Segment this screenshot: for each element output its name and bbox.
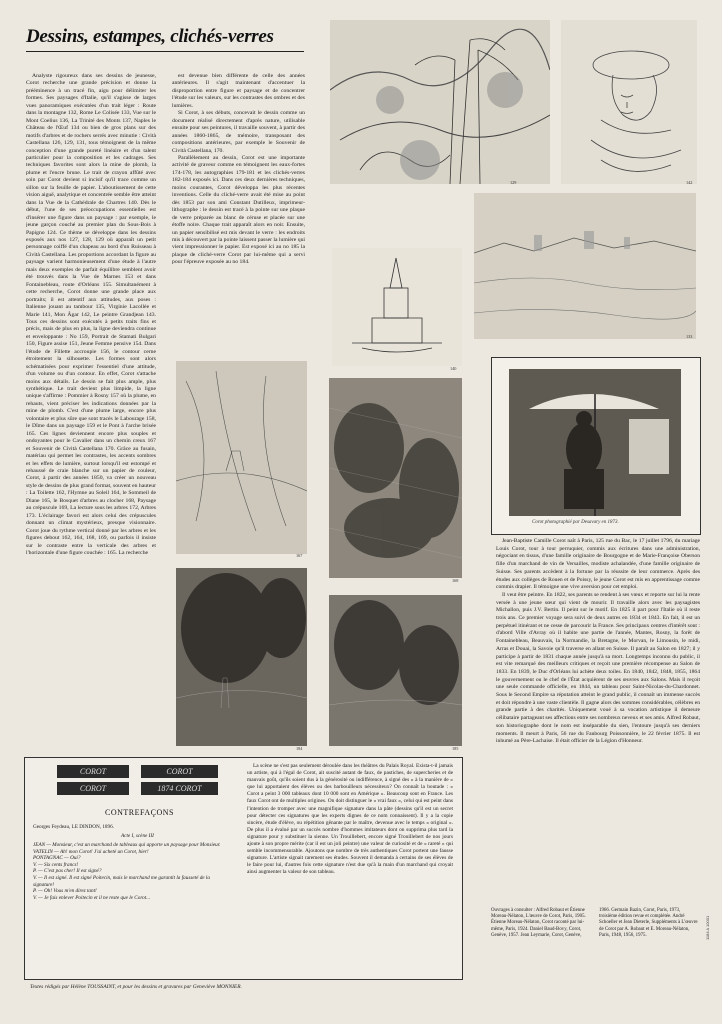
photo-frame (491, 357, 701, 535)
drawing-142-portrait (561, 20, 697, 184)
drawing-140-cathedral (332, 248, 462, 366)
drawing-133-panorama (474, 193, 696, 339)
contrefacons-act: Acte I, scène III (121, 833, 154, 839)
contrefacons-source: Georges Feydeau, LE DINDON, 1896. (33, 824, 115, 830)
references-left: Ouvrages à consulter : Alfred Robaut et Étienne Moreau-Nélaton, L'œuvre de Corot, Paris, 1905. Étienne Moreau-Nélaton, Corot raconté par lui-même, Paris, 1924. Daniel Baud-Bovy, Corot, Genève, 1957. Jean Leymarie, Corot, Genève, (491, 908, 586, 938)
drawing-184-cliche-verre (176, 568, 307, 746)
bio-paragraph-1: Jean-Baptiste Camille Corot naît à Paris, 125 rue du Bac, le 17 juillet 1796, du mariage Louis Corot, tour à tour perruquier, commis aux écritures dans une administration, négociant en tissus, d'une famille originaire de Bourgogne et de Marie-Françoise Oberson fille d'un marchand de vin de Versailles, modiste achalandée, d'une famille originaire de Suisse. Ses parents accèdent à la fortune par la réussite de leur commerce. Après des études aux collèges de Rouen et de Poissy, le jeune Corot est mis en apprentissage comme commis drapier. Il témoigne une vive aversion pour cet emploi. (496, 538, 700, 591)
caption-133: 133 (686, 334, 693, 339)
signature-stamp-2: COROT (141, 765, 218, 778)
dialogue-line: V. — Je fais enlever Poitecin et il ne reste que le Corot... (33, 894, 151, 901)
dialogue-line: JEAN — Monsieur, c'est un marchand de tableaux qui apporte un paysage pour Monsieur. (33, 842, 221, 848)
dialogue-line: V. — Il est signé. Il est signé Poitecin, mais le marchand me garantit la fausseté de la signature! (33, 874, 210, 888)
references-right: 1966. Germain Bazin, Corot, Paris, 1973, troisième édition revue et complétée. André Schoeller et Jean Dieterle, Suppléments à L'œuvre de Corot par A. Robaut et E. Moreau-Nélaton, Paris, 1948, 1956, 1975. (599, 908, 698, 938)
col2-paragraph-1: est devenue bien différente de celle des années antérieures. Il s'agit maintenant d'accentuer la disproportion entre figure et paysage et de concentrer l'étude sur les valeurs, sur les contrastes des ombres et des lumières. (172, 73, 305, 109)
dialogue-line: VATELIN — Ah! mon Corot! J'ai acheté un Corot, hier! (33, 848, 149, 855)
signature-stamp-1: COROT (57, 765, 129, 778)
biography-text (496, 538, 700, 900)
caption-142: 142 (686, 180, 693, 185)
drawing-185-plaque (329, 595, 462, 746)
photo-caption: Corot photographié par Desavary en 1873. (532, 520, 619, 525)
dialogue-line: V. — Six cents francs! (33, 861, 79, 868)
corot-photograph (509, 369, 681, 516)
text-column-2 (172, 73, 305, 363)
dialogue-line: P. — C'est pas cher! Il est signé? (33, 868, 102, 875)
drawing-168-bosquet (329, 378, 462, 578)
caption-184: 184 (296, 746, 303, 751)
drawing-129-landscape (330, 20, 550, 184)
signature-stamp-3: COROT (57, 782, 129, 795)
col2-paragraph-2: Si Corot, à ses débuts, concevait le dessin comme un document réalisé directement d'après nature, utilisable ensuite pour ses peintures, il travaille souvent, à partir des années 1860-1865, de mémoire, transposant des compositions antérieures, par exemple le Souvenir de Cività Castellana, 170. (172, 110, 305, 154)
dialogue (33, 842, 229, 901)
footer-credits: Textes rédigés par Hélène TOUSSAINT, et pour les dessins et gravures par Geneviève MONNIER. (30, 984, 242, 990)
caption-129: 129 (510, 180, 517, 185)
contrefacons-box (24, 757, 463, 980)
margin-code: 1184 A 10001 (705, 915, 710, 940)
caption-168: 168 (452, 578, 459, 583)
bio-paragraph-2: Il veut être peintre. En 1822, ses parents se rendent à ses vœux et reporte sur lui la rente versée à une jeune sœur qui vient de mourir. Il travaille alors avec les paysagistes Michallon, puis J.V. Bertin. Il peint sur le motif. En 1825 il part pour l'Italie où il reste trois ans. Ce premier voyage sera suivi de deux autres en 1834 et 1843. En fait, il est un perpétuel itinérant et ne cesse de parcourir la France. Ses principaux centres d'intérêt sont : d'abord Ville d'Avray où il habite une partie de l'année, Mantes, Rosny, la forêt de Fontainebleau, Beauvais, la Normandie, la Bretagne, le Morvan, le Limousin, le midi, Arras et Douai, la Savoie qu'il traverse en allant en Suisse. Il paraît au Salon en 1827; il y participe à partir de 1831 chaque année jusqu'à sa mort. Longtemps inconnu du public, il est vite remarqué des meilleurs critiques et reçoit une première récompense au Salon de 1833. En 1839, le Duc d'Orléans lui achète deux toiles. En 1840, 1842, 1848, 1855, 1864 le gouvernement ou le chef de l'État acquièrent de ses œuvres aux Salons. Mais il reçoit une seule commande officielle, en 1844, un tableau pour Saint-Nicolas-du-Chardonnet. Sous le Second Empire sa réputation atteint le grand public, il connaît un immense succès et doit répondre à une vaste clientèle. Il gagne alors des sommes considérables, célèbres en grande partie à des charités. Uniquement voué à sa vocation artistique il demeure célibataire partageant ses affections entre ses nombreux neveux et ses amis. Alfred Robaut, son historiographe dont le nom est inséparable du sien, l'entoure jusqu'à ses derniers moments. Il meurt à Paris, 56 rue du Faubourg Poissonnière, le 22 février 1875. Il est inhumé au Père-Lachaise. Il était officier de la Légion d'Honneur. (496, 591, 700, 745)
dialogue-line: P. — Oh! Vous m'en direz tant! (33, 888, 97, 895)
contrefacons-text (247, 763, 453, 973)
caption-185: 185 (452, 746, 459, 751)
caption-140: 140 (450, 366, 457, 371)
col1-paragraph: Analyste rigoureux dans ses dessins de jeunesse, Corot recherche une grande précision et donne la prééminence à un tracé fin, aigu pour délimiter les formes. Ses paysages d'Italie, qu'il s'agisse de larges vues panoramiques exécutées d'un trait léger : Route dans la montagne 132, Rome Le Colisée 133, Vue sur le Mont Coelius 136, La Trinité des Monts 137, Naples le Château de l'Œuf 134 ou bien de gros plans sur des motifs d'arbres et de rochers serrés avec minutie : Cività Castellana 126, 129, 131, tous témoignent de la même conception d'une grande pureté linéaire et d'un talent particulier pour la composition et les cadrages. Ses techniques favorites sont alors la mine de plomb, la plume et l'encre brune. Le trait de crayon affûté avec soin par Corot devient si incisif qu'il trace comme un sillon sur la feuille de papier. L'aboutissement de cette vision aiguë, analytique et concentrée semble être atteint dans la Vue de la Cathédrale de Chartres 140. Dès le début, l'une de ses préoccupations essentielles est d'insérer une figure dans un paysage : par exemple, le jeune garçon couché au premier plan du Sous-Bois à Papigno 124. Ce thème se développe dans les dessins exposés aux nos 127, 128, 129 où apparaît un petit personnage coiffé d'un chapeau au bord d'un Ruisseau à Cività Castellana. Les proportions accordant la figure au paysage varient harmonieusement d'une étude à l'autre mais deux exemples de parfait équilibre semblent avoir été trouvés dans la Vue de Marnes 153 et dans Fontainebleau, route d'Orléans 155. Simultanément à cette recherche, Corot donne une grande place aux portraits; il est attentif aux attitudes, aux poses : Italienne jouant au tambour 135, Virginie Lacollée et Marie 141, Mon Âgar 142, Le peintre Grandjean 143. Tous ces dessins sont exécutés à petits traits fins et précis, mais de plus en plus, la ligne deviendra continue et enveloppante : No 159, Portrait de Stamati Bulgari 150, Figure assise 151, Jeune Femme pensive 154. Dans l'étude de Fillette accroupie 156, le contour cerne étroitement la silhouette. Les formes sont alors schématisées pour exprimer l'essentiel d'une attitude, d'un volume ou d'un contour. En effet, Corot s'attache moins aux détails. Le dessin se fait plus ample, plus synthétique. Le trait devient plus limpide, la ligne unique s'affirme : Pommier à Rosny 157 où la plume, en rehauts, vient préciser les indications données par la mine de plomb. C'est d'une plume large, encore plus volontaire et plus sûre que sont tracés le Labourage 158, le Dîme dans un paysage 159 et le Pont à l'arche brisée 165. Ces lignes deviennent encore plus souples et ondoyantes pour le Cavalier dans un chemin creux 167 et Souvenir de Cività Castellana 170. Grâce au fusain, matériau qui permet les contrastes, les accents sombres et les effets de lumière, surtout lorsqu'il est estompé et rehaussé de craie blanche sur un papier de couleur, Corot, à partir des années 1850, va créer un nouveau style de dessins de plus grand format, souvent en hauteur : La Toilette 162, l'Hymne au Soleil 164, le Sommeil de Diane 165, le Bosquet d'arbres au clocher 168, Paysage au crépuscule 169, La lecture sous les arbres 172, Arbres 173. L'éclairage favori est alors celui des crépuscules donnant un climat mystérieux, presque visionnaire. Corot joue du rythme vertical donné par les arbres et les figures debout 162, 164, 168, 169, ou parfois il insiste sur le contraste entre la verticale des arbres et l'horizontale d'une figure couchée : 165. La recherche (26, 73, 156, 556)
col2-paragraph-3: Parallèlement au dessin, Corot est une importante activité de graveur comme en témoignent les eaux-fortes 174-178, les autographies 179-181 et les clichés-verres 182-184 exposés ici. Dans ces deux dernières techniques, moins courantes, Corot développa les plus récentes inventions. Celle du cliché-verre avait été mise au point dès 1853 par son ami Constant Dutilleux, imprimeur-lithographe : le dessin est tracé à la pointe sur une plaque de verre préparée au blanc de céruse et placée sur une étoffe noire. Chaque trait apparaît alors en noir. Ensuite, un papier sensibilisé est mis devant le verre : les endroits mis à découvert par la pointe laissent passer la lumière qui vient impressionner le papier. Est exposé ici au no 185 la plaque de cliché-verre Corot par lui-même qui a servi pour l'épreuve exposée au no 184. (172, 154, 305, 266)
text-column-1 (26, 73, 156, 753)
signature-stamp-4: 1874 COROT (141, 782, 218, 795)
caption-167: 167 (296, 553, 303, 558)
drawing-167-cavalier (176, 361, 307, 554)
contrefacons-paragraph: La scène ne s'est pas seulement déroulée dans les théâtres du Palais Royal. Exista-t-il jamais un artiste, qui à l'égal de Corot, ait suscité autant de faux, de pastiches, de supercheries et de mauvais goût, qu'ils soient dus à la générosité ou indifférence, à signé des « à la manière de » que lui apportaient des élèves ou des barbouilleurs nécessiteux? On connaît la boutade : « Corot a peint 3 000 tableaux dont 10 000 sont en Amérique ». Beaucoup sont en France. Les faux Corot ont de multiples origines. On doit distinguer le « vrai faux », celui qui est peint dans l'intention de tromper avec une magnifique signature dans la pâte (dessins qu'il est un secret pour détecter ces signatures que les experts dignes de ce nom connaissent). Il y a la copie sincère, étude d'élève, ou répétition gênante par le maître, devenue avec le temps « original ». De plus il a évalué par un succès nombre d'hommes imitateurs dont on supprima plus tard la signature pour y substituer la sienne. Un Trouillebert, encore signé Trouillebert de nos jours ajoute à son propre mérite (car il est un joli peintre) une valeur de curiosité et de « rareté » qui semble incommensurable. Ajoutons que nombre de très authentiques Corot portent une fausse signature. L'artiste signait rarement ses études. Souvent il demanda à certains de ses élèves de le faire pour lui, d'autres fois cette signature n'est due qu'à la main d'un marchand qui croyait ainsi augmenter la valeur de son tableau. (247, 763, 453, 876)
contrefacons-heading: CONTREFAÇONS (105, 808, 174, 817)
title-rule (26, 51, 304, 52)
dialogue-line: PONTAGNAC — Oui? (33, 855, 81, 862)
article-title: Dessins, estampes, clichés-verres (26, 26, 274, 47)
